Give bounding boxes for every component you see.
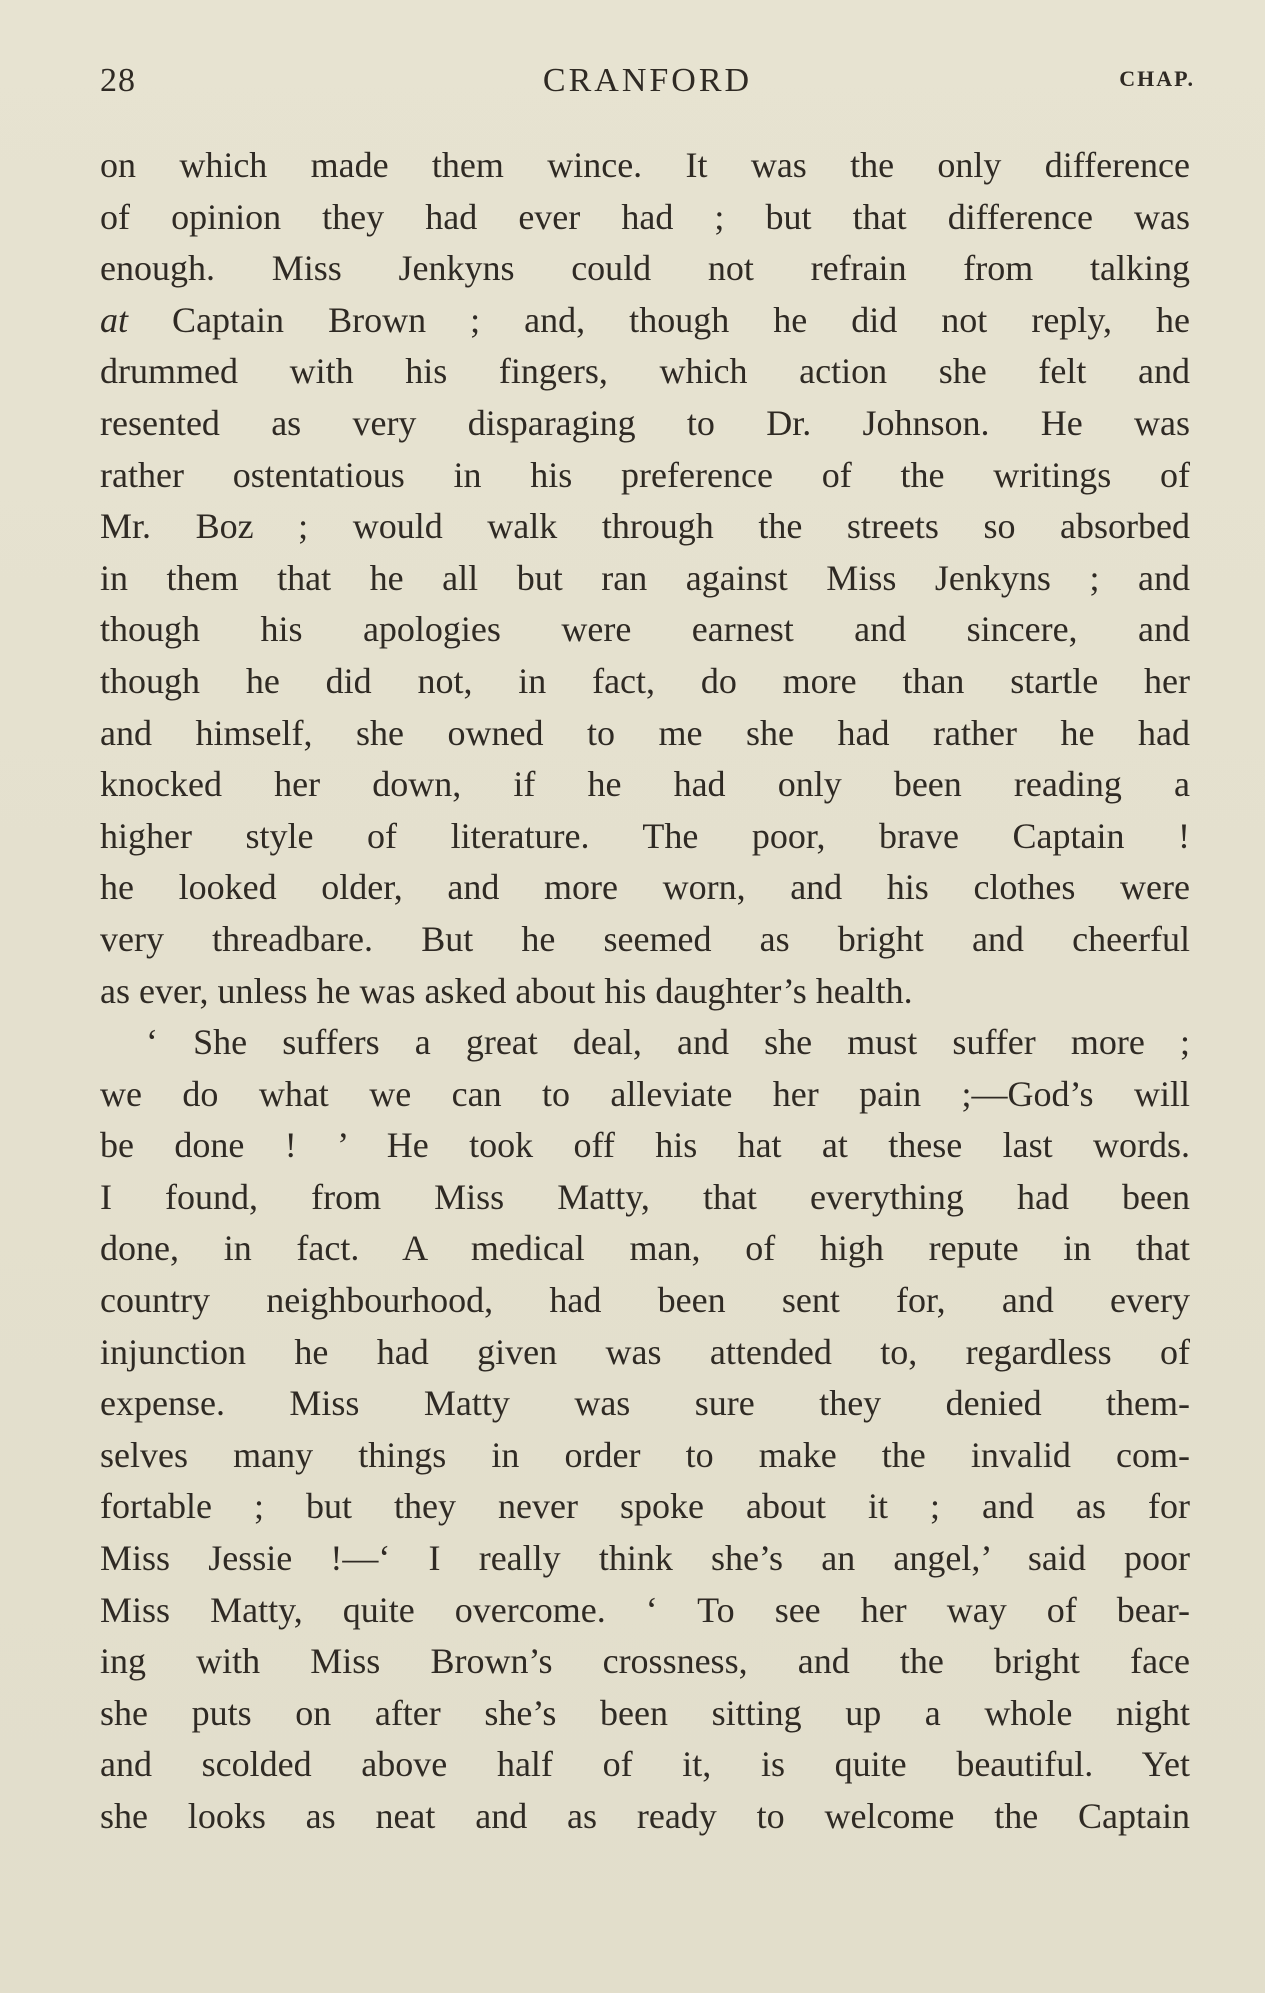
text-line: drummed with his fingers, which action she felt and [100,351,1190,392]
text-line: though he did not, in fact, do more than startle her [100,660,1190,701]
text-line: be done ! ’ He took off his hat at these last words. [100,1125,1190,1166]
text-line: higher style of literature. The poor, brave Captain ! [100,815,1190,856]
text-line: Mr. Boz ; would walk through the streets so absorbed [100,506,1190,547]
text-line: and himself, she owned to me she had rather he had [100,712,1190,753]
text-line: rather ostentatious in his preference of the writings of [100,454,1190,495]
text-line: enough. Miss Jenkyns could not refrain from talking [100,248,1190,289]
chapter-mark: CHAP. [1119,66,1195,91]
text-line [100,295,1190,347]
text-line: in them that he all but ran against Miss Jenkyns ; and [100,557,1190,598]
body-text [100,140,1190,1843]
text-line: I found, from Miss Matty, that everything had been [100,1176,1190,1217]
text-line: on which made them wince. It was the only difference [100,145,1190,185]
text-line: and scolded above half of it, is quite beautiful. Yet [100,1744,1190,1785]
text-line: we do what we can to alleviate her pain ;—God’s will [100,1073,1190,1114]
text-line: Miss Matty, quite overcome. ‘ To see her way of bear- [100,1589,1190,1630]
text-line: ‘ She suffers a great deal, and she must suffer more ; [146,1022,1190,1063]
text-line: very threadbare. But he seemed as bright and cheerful [100,918,1190,959]
text-line: resented as very disparaging to Dr. Johnson. He was [100,402,1190,443]
text-line: as ever, unless he was asked about his daughter’s health. [100,970,913,1011]
text-line: Miss Jessie !—‘ I really think she’s an angel,’ said poor [100,1538,1190,1579]
text-line: though his apologies were earnest and sincere, and [100,609,1190,650]
text-line-rest: Captain Brown ; and, though he did not reply, he [128,299,1190,340]
text-line: selves many things in order to make the invalid com- [100,1434,1190,1475]
text-line: he looked older, and more worn, and his clothes were [100,867,1190,908]
text-line: done, in fact. A medical man, of high repute in that [100,1228,1190,1269]
running-head [100,62,1195,112]
page-number: 28 [100,62,136,99]
text-line: ing with Miss Brown’s crossness, and the bright face [100,1641,1190,1682]
text-line: injunction he had given was attended to, regardless of [100,1331,1190,1372]
text-line: knocked her down, if he had only been reading a [100,764,1190,805]
text-line: of opinion they had ever had ; but that difference was [100,196,1190,237]
text-line: expense. Miss Matty was sure they denied them- [100,1383,1190,1424]
text-line: fortable ; but they never spoke about it ; and as for [100,1486,1190,1527]
text-line: she looks as neat and as ready to welcome the Captain [100,1796,1190,1836]
running-title: CRANFORD [542,62,753,99]
text-line: country neighbourhood, had been sent for, and every [100,1280,1190,1321]
italic-word: at [100,299,129,340]
text-line: she puts on after she’s been sitting up a whole night [100,1692,1190,1733]
